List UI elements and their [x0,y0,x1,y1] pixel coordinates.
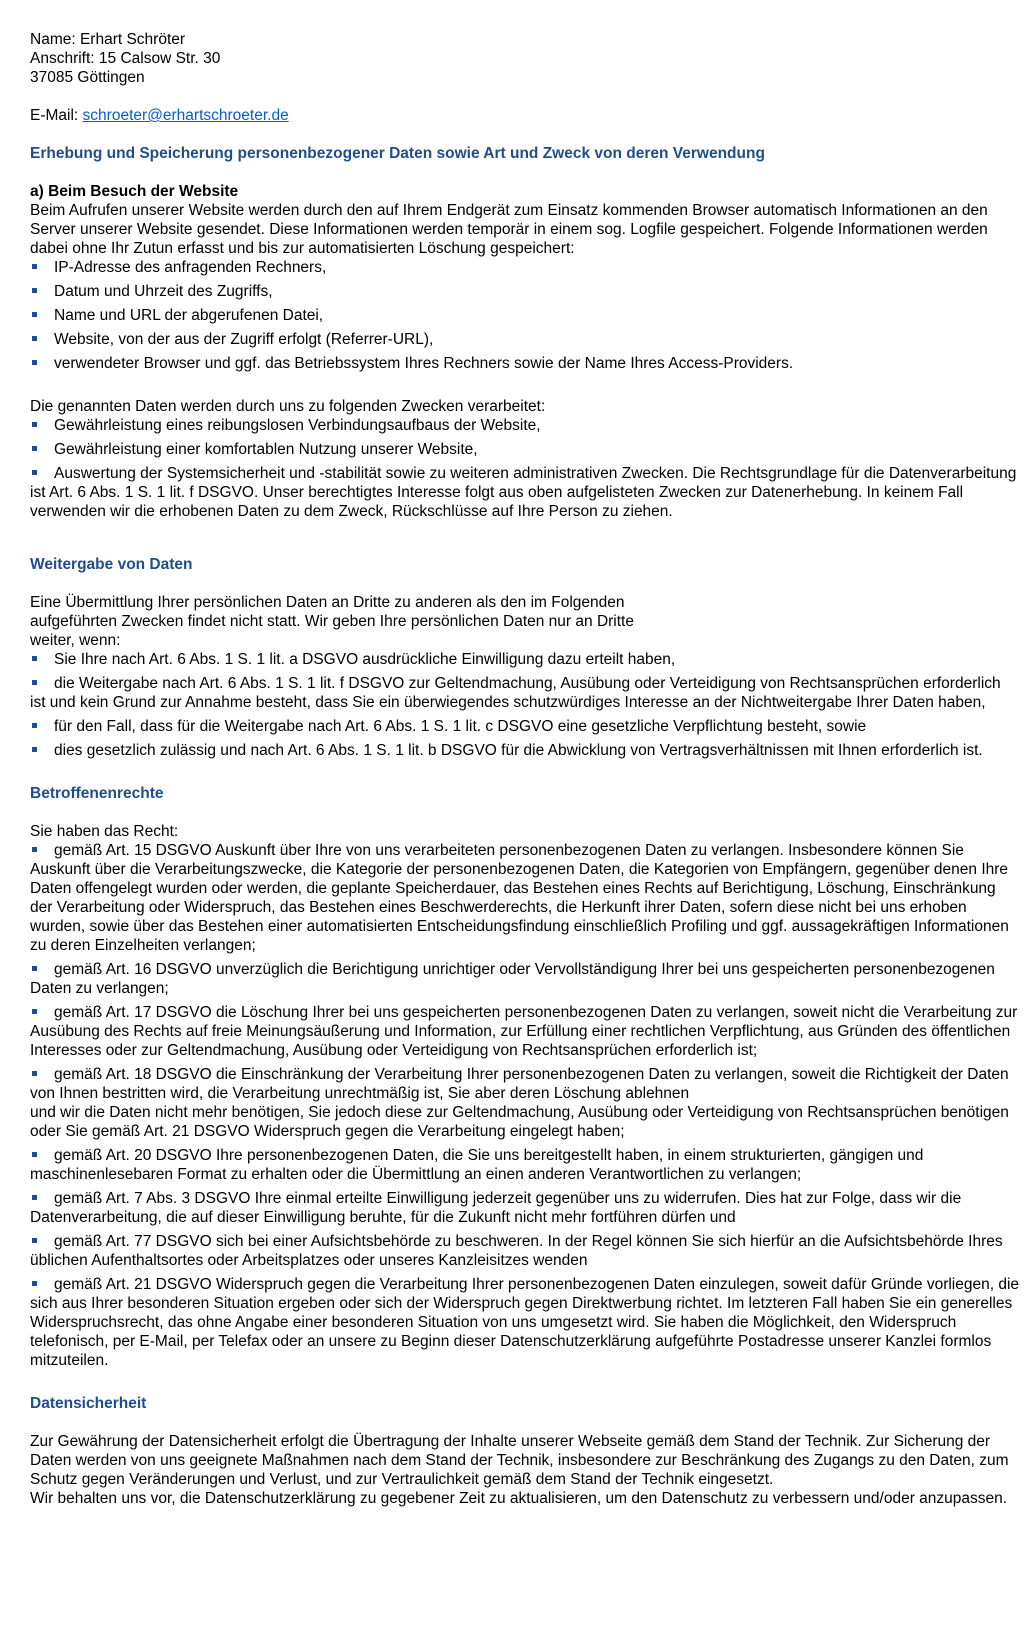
bullet-icon [32,264,37,269]
list-item: dies gesetzlich zulässig und nach Art. 6 Abs. 1 S. 1 lit. b DSGVO für die Abwicklung von Vertragsverhältnissen mit Ihnen erforderlich ist. [30,741,1020,760]
bullet-icon [32,680,37,685]
bullet-icon [32,847,37,852]
list-item: Gewährleistung einer komfortablen Nutzung unserer Website, [30,440,1020,459]
email-label: E-Mail: [30,107,83,124]
address-block [30,30,1020,125]
email-link[interactable]: schroeter@erhartschroeter.de [82,107,289,124]
bullet-icon [32,1071,37,1076]
bullet-icon [32,723,37,728]
bullet-icon [32,422,37,427]
section3-intro: Sie haben das Recht: [30,823,179,840]
sharing-conditions-list [30,650,1020,760]
list-item: gemäß Art. 20 DSGVO Ihre personenbezogenen Daten, die Sie uns bereitgestellt haben, in einem strukturierten, gängigen und maschinenlesebaren Format zu erhalten oder die Übermittlung an einen anderen Verantwortlichen zu verlangen; [30,1147,924,1183]
purpose-list [30,416,1020,521]
section1-intro: Beim Aufrufen unserer Website werden durch den auf Ihrem Endgerät zum Einsatz kommenden Browser automatisch Informationen an den Server unserer Website gesendet. Diese Informationen werden temporär in einem sog. Logfile gespeichert. Folgende Informationen werden dabei ohne Ihr Zutun erfasst und bis zur automatisierten Löschung gespeichert: [30,202,988,257]
list-item: Datum und Uhrzeit des Zugriffs, [30,282,1020,301]
list-item: Name und URL der abgerufenen Datei, [30,306,1020,325]
list-item: verwendeter Browser und ggf. das Betriebssystem Ihres Rechners sowie der Name Ihres Access-Providers. [30,354,1020,373]
bullet-icon [32,1281,37,1286]
section-heading-rights: Betroffenenrechte [30,785,164,802]
bullet-icon [32,1238,37,1243]
bullet-icon [32,336,37,341]
address-name: Name: Erhart Schröter [30,31,186,48]
bullet-icon [32,1009,37,1014]
address-city: 37085 Göttingen [30,69,145,86]
list-item: gemäß Art. 18 DSGVO die Einschränkung der Verarbeitung Ihrer personenbezogenen Daten zu verlangen, soweit die Richtigkeit der Daten von Ihnen bestritten wird, die Verarbeitung unrechtmäßig ist, Sie aber deren Löschung ablehnen und wir die Daten nicht mehr benötigen, Sie jedoch diese zur Geltendmachung, Ausübung oder Verteidigung von Rechtsansprüchen benötigen oder Sie gemäß Art. 21 DSGVO Widerspruch gegen die Verarbeitung eingelegt haben; [30,1066,1009,1140]
list-item: gemäß Art. 16 DSGVO unverzüglich die Berichtigung unrichtiger oder Vervollständigung Ihrer bei uns gespeicherten personenbezogenen Daten zu verlangen; [30,961,995,997]
bullet-icon [32,747,37,752]
list-item: für den Fall, dass für die Weitergabe nach Art. 6 Abs. 1 S. 1 lit. c DSGVO eine gesetzliche Verpflichtung besteht, sowie [30,717,1020,736]
section-heading-security: Datensicherheit [30,1395,147,1412]
address-email-line [30,106,1020,125]
list-item: gemäß Art. 21 DSGVO Widerspruch gegen die Verarbeitung Ihrer personenbezogenen Daten einzulegen, soweit dafür Gründe vorliegen, die sich aus Ihrer besonderen Situation ergeben oder sich der Widerspruch gegen Direktwerbung richtet. Im letzteren Fall haben Sie ein generelles Widerspruchsrecht, das ohne Angabe einer besonderen Situation von uns umgesetzt wird. Sie haben die Möglichkeit, den Widerspruch telefonisch, per E-Mail, per Telefax oder an unsere zu Beginn dieser Datenschutzerklärung aufgeführte Postadresse unserer Kanzlei formlos mitzuteilen. [30,1276,1020,1369]
subheading-website-visit: a) Beim Besuch der Website [30,183,239,200]
purpose-intro: Die genannten Daten werden durch uns zu folgenden Zwecken verarbeitet: [30,398,546,415]
list-item: IP-Adresse des anfragenden Rechners, [30,258,1020,277]
list-item: Website, von der aus der Zugriff erfolgt (Referrer-URL), [30,330,1020,349]
bullet-icon [32,1195,37,1200]
section2-intro: Eine Übermittlung Ihrer persönlichen Daten an Dritte zu anderen als den im Folgenden aufgeführten Zwecken findet nicht statt. Wir geben Ihre persönlichen Daten nur an Dritte weiter, wenn: [30,594,634,649]
list-item: gemäß Art. 7 Abs. 3 DSGVO Ihre einmal erteilte Einwilligung jederzeit gegenüber uns zu widerrufen. Dies hat zur Folge, dass wir die Datenverarbeitung, die auf dieser Einwilligung beruhte, für die Zukunft nicht mehr fortführen dürfen und [30,1190,962,1226]
bullet-icon [32,656,37,661]
list-item: gemäß Art. 77 DSGVO sich bei einer Aufsichtsbehörde zu beschweren. In der Regel können Sie sich hierfür an die Aufsichtsbehörde Ihres üblichen Aufenthaltsortes oder Arbeitsplatzes oder unseres Kanzleisitzes wenden [30,1233,1003,1269]
section4-text: Zur Gewährung der Datensicherheit erfolgt die Übertragung der Inhalte unserer Webseite gemäß dem Stand der Technik. Zur Sicherung der Daten werden von uns geeignete Maßnahmen nach dem Stand der Technik, insbesondere zur Beschränkung des Zugangs zu den Daten, zum Schutz gegen Veränderungen und Verlust, und zur Vertraulichkeit gemäß dem Stand der Technik eingesetzt. Wir behalten uns vor, die Datenschutzerklärung zu gegebener Zeit zu aktualisieren, um den Datenschutz zu verbessern und/oder anzupassen. [30,1433,1009,1507]
list-item: die Weitergabe nach Art. 6 Abs. 1 S. 1 lit. f DSGVO zur Geltendmachung, Ausübung oder Verteidigung von Rechtsansprüchen erforderlich ist und kein Grund zur Annahme besteht, dass Sie ein überwiegendes schutzwürdiges Interesse an der Nichtweitergabe Ihrer Daten haben, [30,675,1001,711]
bullet-icon [32,966,37,971]
rights-list [30,841,1020,1370]
bullet-icon [32,288,37,293]
logfile-items-list [30,258,1020,373]
list-item: gemäß Art. 15 DSGVO Auskunft über Ihre von uns verarbeiteten personenbezogenen Daten zu verlangen. Insbesondere können Sie Auskunft über die Verarbeitungszwecke, die Kategorie der personenbezogenen Daten, die Kategorien von Empfängern, gegenüber denen Ihre Daten offengelegt wurden oder werden, die geplante Speicherdauer, das Bestehen eines Rechts auf Berichtigung, Löschung, Einschränkung der Verarbeitung oder Widerspruch, das Bestehen eines Beschwerderechts, die Herkunft ihrer Daten, sofern diese nicht bei uns erhoben wurden, sowie über das Bestehen einer automatisierten Entscheidungsfindung einschließlich Profiling und ggf. aussagekräftigen Informationen zu deren Einzelheiten verlangen; [30,842,1009,954]
bullet-icon [32,312,37,317]
list-item: Gewährleistung eines reibungslosen Verbindungsaufbaus der Website, [30,416,1020,435]
privacy-document [30,30,1020,1508]
list-item: Sie Ihre nach Art. 6 Abs. 1 S. 1 lit. a DSGVO ausdrückliche Einwilligung dazu erteilt haben, [30,650,1020,669]
list-item: gemäß Art. 17 DSGVO die Löschung Ihrer bei uns gespeicherten personenbezogenen Daten zu verlangen, soweit nicht die Verarbeitung zur Ausübung des Rechts auf freie Meinungsäußerung und Information, zur Erfüllung einer rechtlichen Verpflichtung, aus Gründen des öffentlichen Interesses oder zur Geltendmachung, Ausübung oder Verteidigung von Rechtsansprüchen erforderlich ist; [30,1004,1018,1059]
list-item: Auswertung der Systemsicherheit und -stabilität sowie zu weiteren administrativen Zwecken. Die Rechtsgrundlage für die Datenverarbeitung ist Art. 6 Abs. 1 S. 1 lit. f DSGVO. Unser berechtigtes Interesse folgt aus oben aufgelisteten Zwecken zur Datenerhebung. In keinem Fall verwenden wir die erhobenen Daten zu dem Zweck, Rückschlüsse auf Ihre Person zu ziehen. [30,465,1017,520]
address-street: Anschrift: 15 Calsow Str. 30 [30,50,221,67]
bullet-icon [32,1152,37,1157]
section-heading-collection: Erhebung und Speicherung personenbezogener Daten sowie Art und Zweck von deren Verwendung [30,145,765,162]
section-heading-sharing: Weitergabe von Daten [30,556,193,573]
bullet-icon [32,360,37,365]
bullet-icon [32,470,37,475]
bullet-icon [32,446,37,451]
